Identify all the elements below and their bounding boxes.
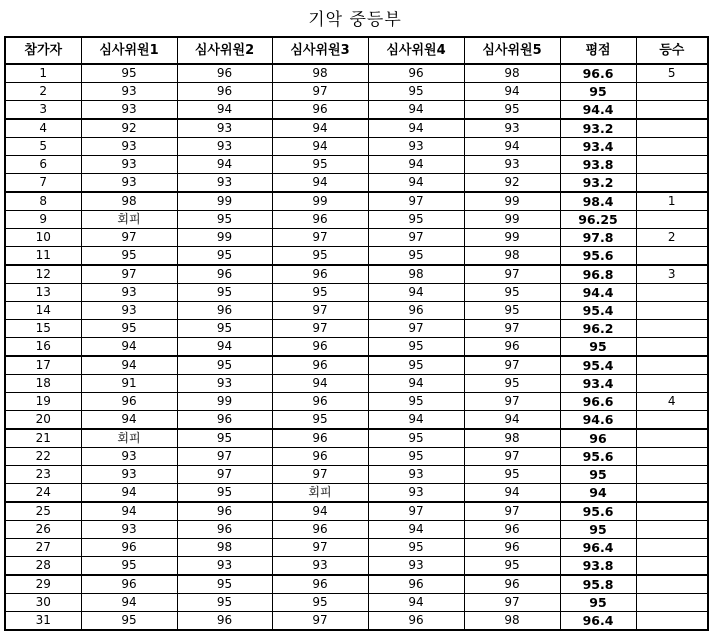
cell-judge-1: 92 (81, 119, 177, 138)
cell-judge-1: 93 (81, 284, 177, 302)
cell-judge-5: 93 (464, 119, 560, 138)
cell-judge-5: 92 (464, 174, 560, 193)
cell-judge-1: 94 (81, 338, 177, 357)
cell-rank: 3 (636, 265, 708, 284)
cell-participant: 8 (5, 192, 81, 211)
cell-average: 95 (560, 594, 636, 612)
cell-judge-3: 96 (272, 429, 368, 448)
cell-participant: 28 (5, 557, 81, 576)
table-row (5, 265, 708, 284)
cell-average: 93.2 (560, 174, 636, 193)
cell-rank (636, 612, 708, 631)
cell-judge-5: 95 (464, 101, 560, 120)
cell-judge-1: 94 (81, 502, 177, 521)
cell-rank (636, 284, 708, 302)
table-row (5, 247, 708, 266)
cell-judge-5: 96 (464, 575, 560, 594)
table-row (5, 539, 708, 557)
cell-participant: 15 (5, 320, 81, 338)
cell-judge-4: 95 (368, 539, 464, 557)
cell-judge-3: 95 (272, 247, 368, 266)
cell-judge-5: 94 (464, 411, 560, 430)
cell-participant: 16 (5, 338, 81, 357)
cell-judge-3: 99 (272, 192, 368, 211)
cell-judge-4: 93 (368, 138, 464, 156)
table-row (5, 411, 708, 430)
cell-judge-4: 95 (368, 356, 464, 375)
cell-average: 96 (560, 429, 636, 448)
cell-rank (636, 356, 708, 375)
cell-judge-4: 95 (368, 83, 464, 101)
cell-judge-4: 95 (368, 338, 464, 357)
cell-judge-4: 97 (368, 320, 464, 338)
cell-judge-1: 98 (81, 192, 177, 211)
cell-participant: 30 (5, 594, 81, 612)
header-judge-4: 심사위원4 (368, 37, 464, 64)
cell-judge-3: 94 (272, 375, 368, 393)
cell-judge-3: 97 (272, 302, 368, 320)
cell-average: 95.8 (560, 575, 636, 594)
cell-judge-2: 99 (177, 393, 272, 411)
cell-judge-4: 97 (368, 229, 464, 247)
cell-judge-3: 95 (272, 594, 368, 612)
cell-rank: 1 (636, 192, 708, 211)
cell-judge-4: 93 (368, 466, 464, 484)
cell-rank (636, 448, 708, 466)
cell-judge-2: 95 (177, 320, 272, 338)
cell-judge-4: 93 (368, 557, 464, 576)
cell-rank (636, 338, 708, 357)
cell-average: 95.6 (560, 502, 636, 521)
cell-judge-1: 93 (81, 302, 177, 320)
cell-judge-5: 97 (464, 393, 560, 411)
cell-judge-4: 96 (368, 612, 464, 631)
cell-judge-2: 95 (177, 594, 272, 612)
cell-judge-5: 97 (464, 320, 560, 338)
cell-rank (636, 211, 708, 229)
cell-rank (636, 302, 708, 320)
cell-judge-3: 96 (272, 448, 368, 466)
table-row (5, 356, 708, 375)
cell-average: 94.4 (560, 101, 636, 120)
cell-average: 95.4 (560, 356, 636, 375)
cell-judge-1: 93 (81, 101, 177, 120)
cell-judge-4: 94 (368, 375, 464, 393)
cell-judge-1: 95 (81, 612, 177, 631)
cell-participant: 10 (5, 229, 81, 247)
cell-judge-4: 94 (368, 521, 464, 539)
cell-average: 95 (560, 521, 636, 539)
table-row (5, 284, 708, 302)
cell-participant: 5 (5, 138, 81, 156)
cell-judge-3: 96 (272, 521, 368, 539)
cell-judge-4: 95 (368, 393, 464, 411)
cell-judge-2: 96 (177, 83, 272, 101)
cell-judge-2: 93 (177, 138, 272, 156)
cell-average: 96.8 (560, 265, 636, 284)
cell-rank (636, 429, 708, 448)
cell-judge-4: 97 (368, 502, 464, 521)
cell-participant: 27 (5, 539, 81, 557)
cell-judge-5: 96 (464, 521, 560, 539)
cell-rank (636, 539, 708, 557)
cell-judge-2: 95 (177, 211, 272, 229)
table-row (5, 101, 708, 120)
cell-judge-2: 95 (177, 484, 272, 503)
cell-participant: 12 (5, 265, 81, 284)
cell-rank (636, 375, 708, 393)
cell-judge-3: 96 (272, 101, 368, 120)
cell-judge-2: 95 (177, 284, 272, 302)
cell-judge-5: 98 (464, 64, 560, 83)
cell-participant: 22 (5, 448, 81, 466)
cell-average: 96.4 (560, 539, 636, 557)
table-row (5, 375, 708, 393)
cell-judge-1: 95 (81, 557, 177, 576)
cell-average: 93.4 (560, 375, 636, 393)
cell-judge-2: 97 (177, 466, 272, 484)
cell-participant: 4 (5, 119, 81, 138)
cell-average: 96.4 (560, 612, 636, 631)
cell-rank: 5 (636, 64, 708, 83)
cell-participant: 31 (5, 612, 81, 631)
cell-average: 96.2 (560, 320, 636, 338)
cell-judge-5: 97 (464, 265, 560, 284)
cell-average: 96.6 (560, 64, 636, 83)
cell-judge-5: 97 (464, 356, 560, 375)
cell-participant: 9 (5, 211, 81, 229)
cell-participant: 2 (5, 83, 81, 101)
table-row (5, 557, 708, 576)
table-row (5, 466, 708, 484)
cell-judge-1: 94 (81, 356, 177, 375)
cell-judge-5: 95 (464, 557, 560, 576)
cell-judge-1: 93 (81, 521, 177, 539)
cell-rank: 4 (636, 393, 708, 411)
cell-judge-1: 94 (81, 594, 177, 612)
cell-judge-4: 95 (368, 429, 464, 448)
cell-judge-5: 95 (464, 466, 560, 484)
cell-judge-2: 96 (177, 265, 272, 284)
cell-participant: 18 (5, 375, 81, 393)
cell-judge-2: 93 (177, 119, 272, 138)
cell-judge-1: 95 (81, 64, 177, 83)
cell-rank (636, 575, 708, 594)
cell-rank (636, 247, 708, 266)
cell-participant: 3 (5, 101, 81, 120)
cell-participant: 21 (5, 429, 81, 448)
table-row (5, 83, 708, 101)
cell-judge-2: 95 (177, 247, 272, 266)
cell-participant: 14 (5, 302, 81, 320)
cell-judge-3: 95 (272, 411, 368, 430)
cell-judge-3: 95 (272, 284, 368, 302)
cell-average: 93.8 (560, 557, 636, 576)
cell-judge-3: 97 (272, 320, 368, 338)
table-row (5, 612, 708, 631)
cell-judge-5: 98 (464, 429, 560, 448)
cell-average: 94.6 (560, 411, 636, 430)
table-row (5, 64, 708, 83)
cell-judge-3: 93 (272, 557, 368, 576)
cell-rank (636, 411, 708, 430)
table-row (5, 211, 708, 229)
cell-judge-3: 94 (272, 119, 368, 138)
cell-judge-3: 97 (272, 229, 368, 247)
cell-participant: 7 (5, 174, 81, 193)
cell-participant: 19 (5, 393, 81, 411)
cell-judge-2: 96 (177, 502, 272, 521)
cell-judge-1: 95 (81, 247, 177, 266)
cell-judge-2: 96 (177, 521, 272, 539)
cell-participant: 11 (5, 247, 81, 266)
cell-participant: 23 (5, 466, 81, 484)
header-participant: 참가자 (5, 37, 81, 64)
cell-average: 93.2 (560, 119, 636, 138)
cell-judge-4: 93 (368, 484, 464, 503)
table-row (5, 521, 708, 539)
cell-judge-4: 98 (368, 265, 464, 284)
cell-judge-2: 99 (177, 192, 272, 211)
cell-judge-5: 93 (464, 156, 560, 174)
table-row (5, 174, 708, 193)
cell-judge-5: 97 (464, 502, 560, 521)
cell-judge-5: 97 (464, 448, 560, 466)
cell-participant: 17 (5, 356, 81, 375)
table-row (5, 575, 708, 594)
cell-judge-1: 91 (81, 375, 177, 393)
cell-judge-5: 95 (464, 302, 560, 320)
cell-rank (636, 101, 708, 120)
cell-judge-5: 94 (464, 138, 560, 156)
cell-judge-2: 94 (177, 101, 272, 120)
cell-judge-2: 95 (177, 575, 272, 594)
cell-average: 93.4 (560, 138, 636, 156)
cell-average: 97.8 (560, 229, 636, 247)
table-row (5, 320, 708, 338)
header-row (5, 37, 708, 64)
cell-judge-4: 94 (368, 411, 464, 430)
header-rank: 등수 (636, 37, 708, 64)
cell-judge-3: 96 (272, 393, 368, 411)
table-row (5, 192, 708, 211)
cell-judge-5: 94 (464, 484, 560, 503)
cell-rank (636, 83, 708, 101)
cell-judge-1: 96 (81, 393, 177, 411)
cell-judge-1: 96 (81, 575, 177, 594)
cell-participant: 25 (5, 502, 81, 521)
cell-average: 95.6 (560, 448, 636, 466)
cell-rank (636, 156, 708, 174)
table-row (5, 156, 708, 174)
cell-participant: 24 (5, 484, 81, 503)
cell-rank (636, 502, 708, 521)
cell-judge-1: 93 (81, 156, 177, 174)
cell-judge-5: 95 (464, 284, 560, 302)
cell-average: 96.25 (560, 211, 636, 229)
header-average: 평점 (560, 37, 636, 64)
cell-average: 95 (560, 338, 636, 357)
table-row (5, 502, 708, 521)
cell-judge-3: 96 (272, 356, 368, 375)
cell-judge-3: 97 (272, 612, 368, 631)
cell-judge-2: 94 (177, 156, 272, 174)
cell-judge-2: 94 (177, 338, 272, 357)
cell-judge-4: 97 (368, 192, 464, 211)
cell-judge-2: 96 (177, 612, 272, 631)
header-judge-5: 심사위원5 (464, 37, 560, 64)
cell-rank (636, 594, 708, 612)
cell-judge-2: 96 (177, 64, 272, 83)
cell-judge-3: 96 (272, 265, 368, 284)
cell-judge-1: 93 (81, 83, 177, 101)
cell-judge-1: 93 (81, 466, 177, 484)
cell-rank (636, 521, 708, 539)
cell-rank (636, 484, 708, 503)
cell-participant: 20 (5, 411, 81, 430)
cell-judge-1: 회피 (81, 211, 177, 229)
cell-judge-1: 94 (81, 411, 177, 430)
cell-judge-2: 96 (177, 411, 272, 430)
cell-participant: 29 (5, 575, 81, 594)
cell-judge-4: 96 (368, 575, 464, 594)
sheet-title: 기악 중등부 (308, 10, 402, 30)
cell-rank (636, 557, 708, 576)
header-judge-1: 심사위원1 (81, 37, 177, 64)
cell-participant: 26 (5, 521, 81, 539)
table-row (5, 138, 708, 156)
cell-judge-2: 95 (177, 356, 272, 375)
cell-average: 95.6 (560, 247, 636, 266)
cell-judge-3: 97 (272, 466, 368, 484)
cell-average: 95.4 (560, 302, 636, 320)
cell-judge-4: 94 (368, 156, 464, 174)
score-table (4, 36, 709, 631)
cell-judge-1: 95 (81, 320, 177, 338)
cell-judge-1: 96 (81, 539, 177, 557)
cell-participant: 13 (5, 284, 81, 302)
cell-average: 98.4 (560, 192, 636, 211)
cell-judge-2: 99 (177, 229, 272, 247)
cell-judge-5: 99 (464, 229, 560, 247)
cell-judge-2: 93 (177, 375, 272, 393)
cell-judge-3: 96 (272, 211, 368, 229)
table-row (5, 594, 708, 612)
table-row (5, 393, 708, 411)
cell-judge-4: 94 (368, 174, 464, 193)
cell-judge-3: 97 (272, 539, 368, 557)
cell-judge-3: 97 (272, 83, 368, 101)
table-row (5, 429, 708, 448)
cell-judge-2: 93 (177, 174, 272, 193)
cell-judge-1: 회피 (81, 429, 177, 448)
table-row (5, 302, 708, 320)
cell-judge-3: 95 (272, 156, 368, 174)
cell-judge-1: 97 (81, 265, 177, 284)
cell-judge-5: 96 (464, 338, 560, 357)
cell-judge-2: 96 (177, 302, 272, 320)
cell-rank: 2 (636, 229, 708, 247)
cell-average: 95 (560, 466, 636, 484)
cell-judge-2: 97 (177, 448, 272, 466)
score-rows (5, 64, 708, 630)
cell-rank (636, 119, 708, 138)
cell-judge-1: 93 (81, 448, 177, 466)
cell-judge-4: 95 (368, 211, 464, 229)
header-judge-3: 심사위원3 (272, 37, 368, 64)
table-row (5, 338, 708, 357)
cell-judge-5: 99 (464, 211, 560, 229)
cell-judge-4: 95 (368, 448, 464, 466)
cell-judge-3: 회피 (272, 484, 368, 503)
cell-judge-5: 98 (464, 612, 560, 631)
cell-rank (636, 466, 708, 484)
cell-judge-1: 93 (81, 138, 177, 156)
table-row (5, 119, 708, 138)
cell-judge-4: 95 (368, 247, 464, 266)
cell-judge-4: 94 (368, 594, 464, 612)
cell-participant: 6 (5, 156, 81, 174)
table-row (5, 484, 708, 503)
cell-judge-3: 94 (272, 174, 368, 193)
cell-judge-1: 94 (81, 484, 177, 503)
cell-judge-2: 95 (177, 429, 272, 448)
cell-judge-3: 98 (272, 64, 368, 83)
cell-judge-5: 99 (464, 192, 560, 211)
cell-judge-2: 98 (177, 539, 272, 557)
table-row (5, 229, 708, 247)
cell-participant: 1 (5, 64, 81, 83)
cell-rank (636, 320, 708, 338)
cell-average: 94 (560, 484, 636, 503)
cell-judge-5: 95 (464, 375, 560, 393)
header-judge-2: 심사위원2 (177, 37, 272, 64)
cell-judge-5: 98 (464, 247, 560, 266)
cell-average: 95 (560, 83, 636, 101)
cell-judge-4: 96 (368, 302, 464, 320)
cell-judge-1: 97 (81, 229, 177, 247)
cell-average: 96.6 (560, 393, 636, 411)
cell-judge-4: 94 (368, 284, 464, 302)
cell-judge-3: 96 (272, 575, 368, 594)
cell-judge-3: 96 (272, 338, 368, 357)
cell-average: 94.4 (560, 284, 636, 302)
cell-judge-3: 94 (272, 138, 368, 156)
cell-judge-5: 97 (464, 594, 560, 612)
cell-judge-5: 94 (464, 83, 560, 101)
cell-rank (636, 138, 708, 156)
cell-judge-3: 94 (272, 502, 368, 521)
cell-average: 93.8 (560, 156, 636, 174)
cell-judge-5: 96 (464, 539, 560, 557)
cell-rank (636, 174, 708, 193)
cell-judge-4: 96 (368, 64, 464, 83)
cell-judge-1: 93 (81, 174, 177, 193)
table-row (5, 448, 708, 466)
cell-judge-2: 93 (177, 557, 272, 576)
cell-judge-4: 94 (368, 119, 464, 138)
cell-judge-4: 94 (368, 101, 464, 120)
